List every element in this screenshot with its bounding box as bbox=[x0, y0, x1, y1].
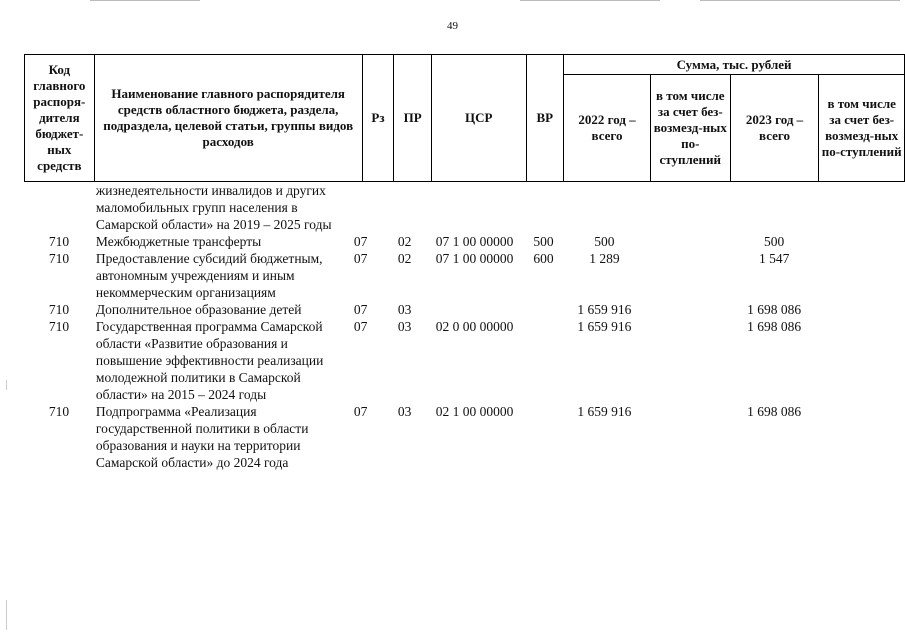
header-pr: ПР bbox=[394, 55, 432, 182]
row-2022-total: 1 659 916 bbox=[577, 302, 632, 317]
row-2022-free bbox=[647, 403, 729, 471]
row-csr bbox=[424, 301, 526, 318]
row-name: Подпрограмма «Реализация государственной политики в области образования и науки на территории Самарской области» до 2024 года bbox=[95, 404, 309, 470]
header-vr: ВР bbox=[526, 55, 564, 182]
row-vr bbox=[525, 403, 561, 471]
row-2022-total: 500 bbox=[594, 234, 615, 249]
row-vr: 500 bbox=[533, 234, 554, 249]
row-2022-total bbox=[561, 182, 647, 233]
row-rz: 07 bbox=[353, 404, 368, 419]
row-code: 710 bbox=[48, 234, 70, 249]
row-name: жизнедеятельности инвалидов и других маломобильных групп населения в Самарской области» на 2019 – 2025 годы bbox=[95, 183, 332, 232]
row-code: 710 bbox=[48, 251, 70, 266]
table-row bbox=[24, 250, 905, 301]
row-vr bbox=[525, 182, 561, 233]
page-number: 49 bbox=[447, 20, 458, 32]
row-csr: 07 1 00 00000 bbox=[435, 234, 514, 249]
row-2023-total: 1 698 086 bbox=[747, 319, 802, 334]
header-csr: ЦСР bbox=[431, 55, 526, 182]
row-2023-free bbox=[819, 182, 905, 233]
row-csr: 02 0 00 00000 bbox=[435, 319, 514, 334]
row-2023-total: 1 547 bbox=[758, 251, 790, 266]
row-2022-free bbox=[647, 250, 729, 301]
row-name: Межбюджетные трансферты bbox=[95, 234, 262, 249]
row-rz: 07 bbox=[353, 251, 368, 266]
table-row bbox=[24, 318, 905, 403]
scan-edge-mark bbox=[6, 600, 7, 630]
row-pr: 02 bbox=[397, 234, 412, 249]
row-2023-free bbox=[819, 233, 905, 250]
table-row bbox=[24, 233, 905, 250]
row-vr bbox=[525, 301, 561, 318]
row-2023-total: 1 698 086 bbox=[747, 302, 802, 317]
row-2023-total: 1 698 086 bbox=[747, 404, 802, 419]
row-2022-total: 1 659 916 bbox=[577, 404, 632, 419]
header-2022-total: 2022 год – всего bbox=[564, 75, 651, 182]
row-2022-free bbox=[647, 182, 729, 233]
row-2022-free bbox=[647, 233, 729, 250]
row-code bbox=[24, 182, 94, 233]
header-2023-total: 2023 год – всего bbox=[730, 75, 819, 182]
table-header bbox=[24, 54, 905, 182]
scan-edge-mark bbox=[90, 0, 200, 1]
row-code: 710 bbox=[48, 302, 70, 317]
table-row bbox=[24, 182, 905, 233]
row-pr bbox=[386, 182, 424, 233]
header-code: Код главного распоря-дителя бюджет-ных средств bbox=[25, 55, 95, 182]
scan-edge-mark bbox=[6, 380, 7, 390]
table-row bbox=[24, 403, 905, 471]
header-2022-free: в том числе за счет без-возмезд-ных по-ступлений bbox=[650, 75, 730, 182]
header-sum-title: Сумма, тыс. рублей bbox=[564, 55, 905, 75]
row-csr bbox=[424, 182, 526, 233]
row-name: Дополнительное образование детей bbox=[95, 302, 302, 317]
row-2023-total bbox=[729, 182, 819, 233]
row-pr: 03 bbox=[397, 404, 412, 419]
row-pr: 02 bbox=[397, 251, 412, 266]
row-pr: 03 bbox=[397, 302, 412, 317]
row-csr: 02 1 00 00000 bbox=[435, 404, 514, 419]
row-rz: 07 bbox=[353, 302, 368, 317]
row-2022-free bbox=[647, 318, 729, 403]
table-body bbox=[24, 182, 905, 471]
row-2023-free bbox=[819, 318, 905, 403]
row-2023-total: 500 bbox=[764, 234, 785, 249]
row-rz bbox=[336, 182, 386, 233]
row-vr: 600 bbox=[533, 251, 554, 266]
scan-edge-mark bbox=[520, 0, 660, 1]
row-code: 710 bbox=[48, 319, 70, 334]
row-pr: 03 bbox=[397, 319, 412, 334]
row-2022-total: 1 659 916 bbox=[577, 319, 632, 334]
row-code: 710 bbox=[48, 404, 70, 419]
row-2023-free bbox=[819, 301, 905, 318]
row-vr bbox=[525, 318, 561, 403]
scan-edge-mark bbox=[700, 0, 900, 1]
header-name: Наименование главного распорядителя средств областного бюджета, раздела, подраздела, целевой статьи, группы видов расходов bbox=[94, 55, 362, 182]
row-name: Государственная программа Самарской области «Развитие образования и повышение эффективности реализации молодежной политики в Самарской области» на 2015 – 2024 годы bbox=[95, 319, 324, 402]
header-2023-free: в том числе за счет без-возмезд-ных по-ступлений bbox=[819, 75, 905, 182]
row-rz: 07 bbox=[353, 234, 368, 249]
row-2022-total: 1 289 bbox=[589, 251, 620, 266]
row-2023-free bbox=[819, 403, 905, 471]
row-csr: 07 1 00 00000 bbox=[435, 251, 514, 266]
row-name: Предоставление субсидий бюджетным, автономным учреждениям и иным некоммерческим организациям bbox=[95, 251, 323, 300]
row-2022-free bbox=[647, 301, 729, 318]
row-rz: 07 bbox=[353, 319, 368, 334]
table-row bbox=[24, 301, 905, 318]
header-rz: Рз bbox=[362, 55, 394, 182]
row-2023-free bbox=[819, 250, 905, 301]
